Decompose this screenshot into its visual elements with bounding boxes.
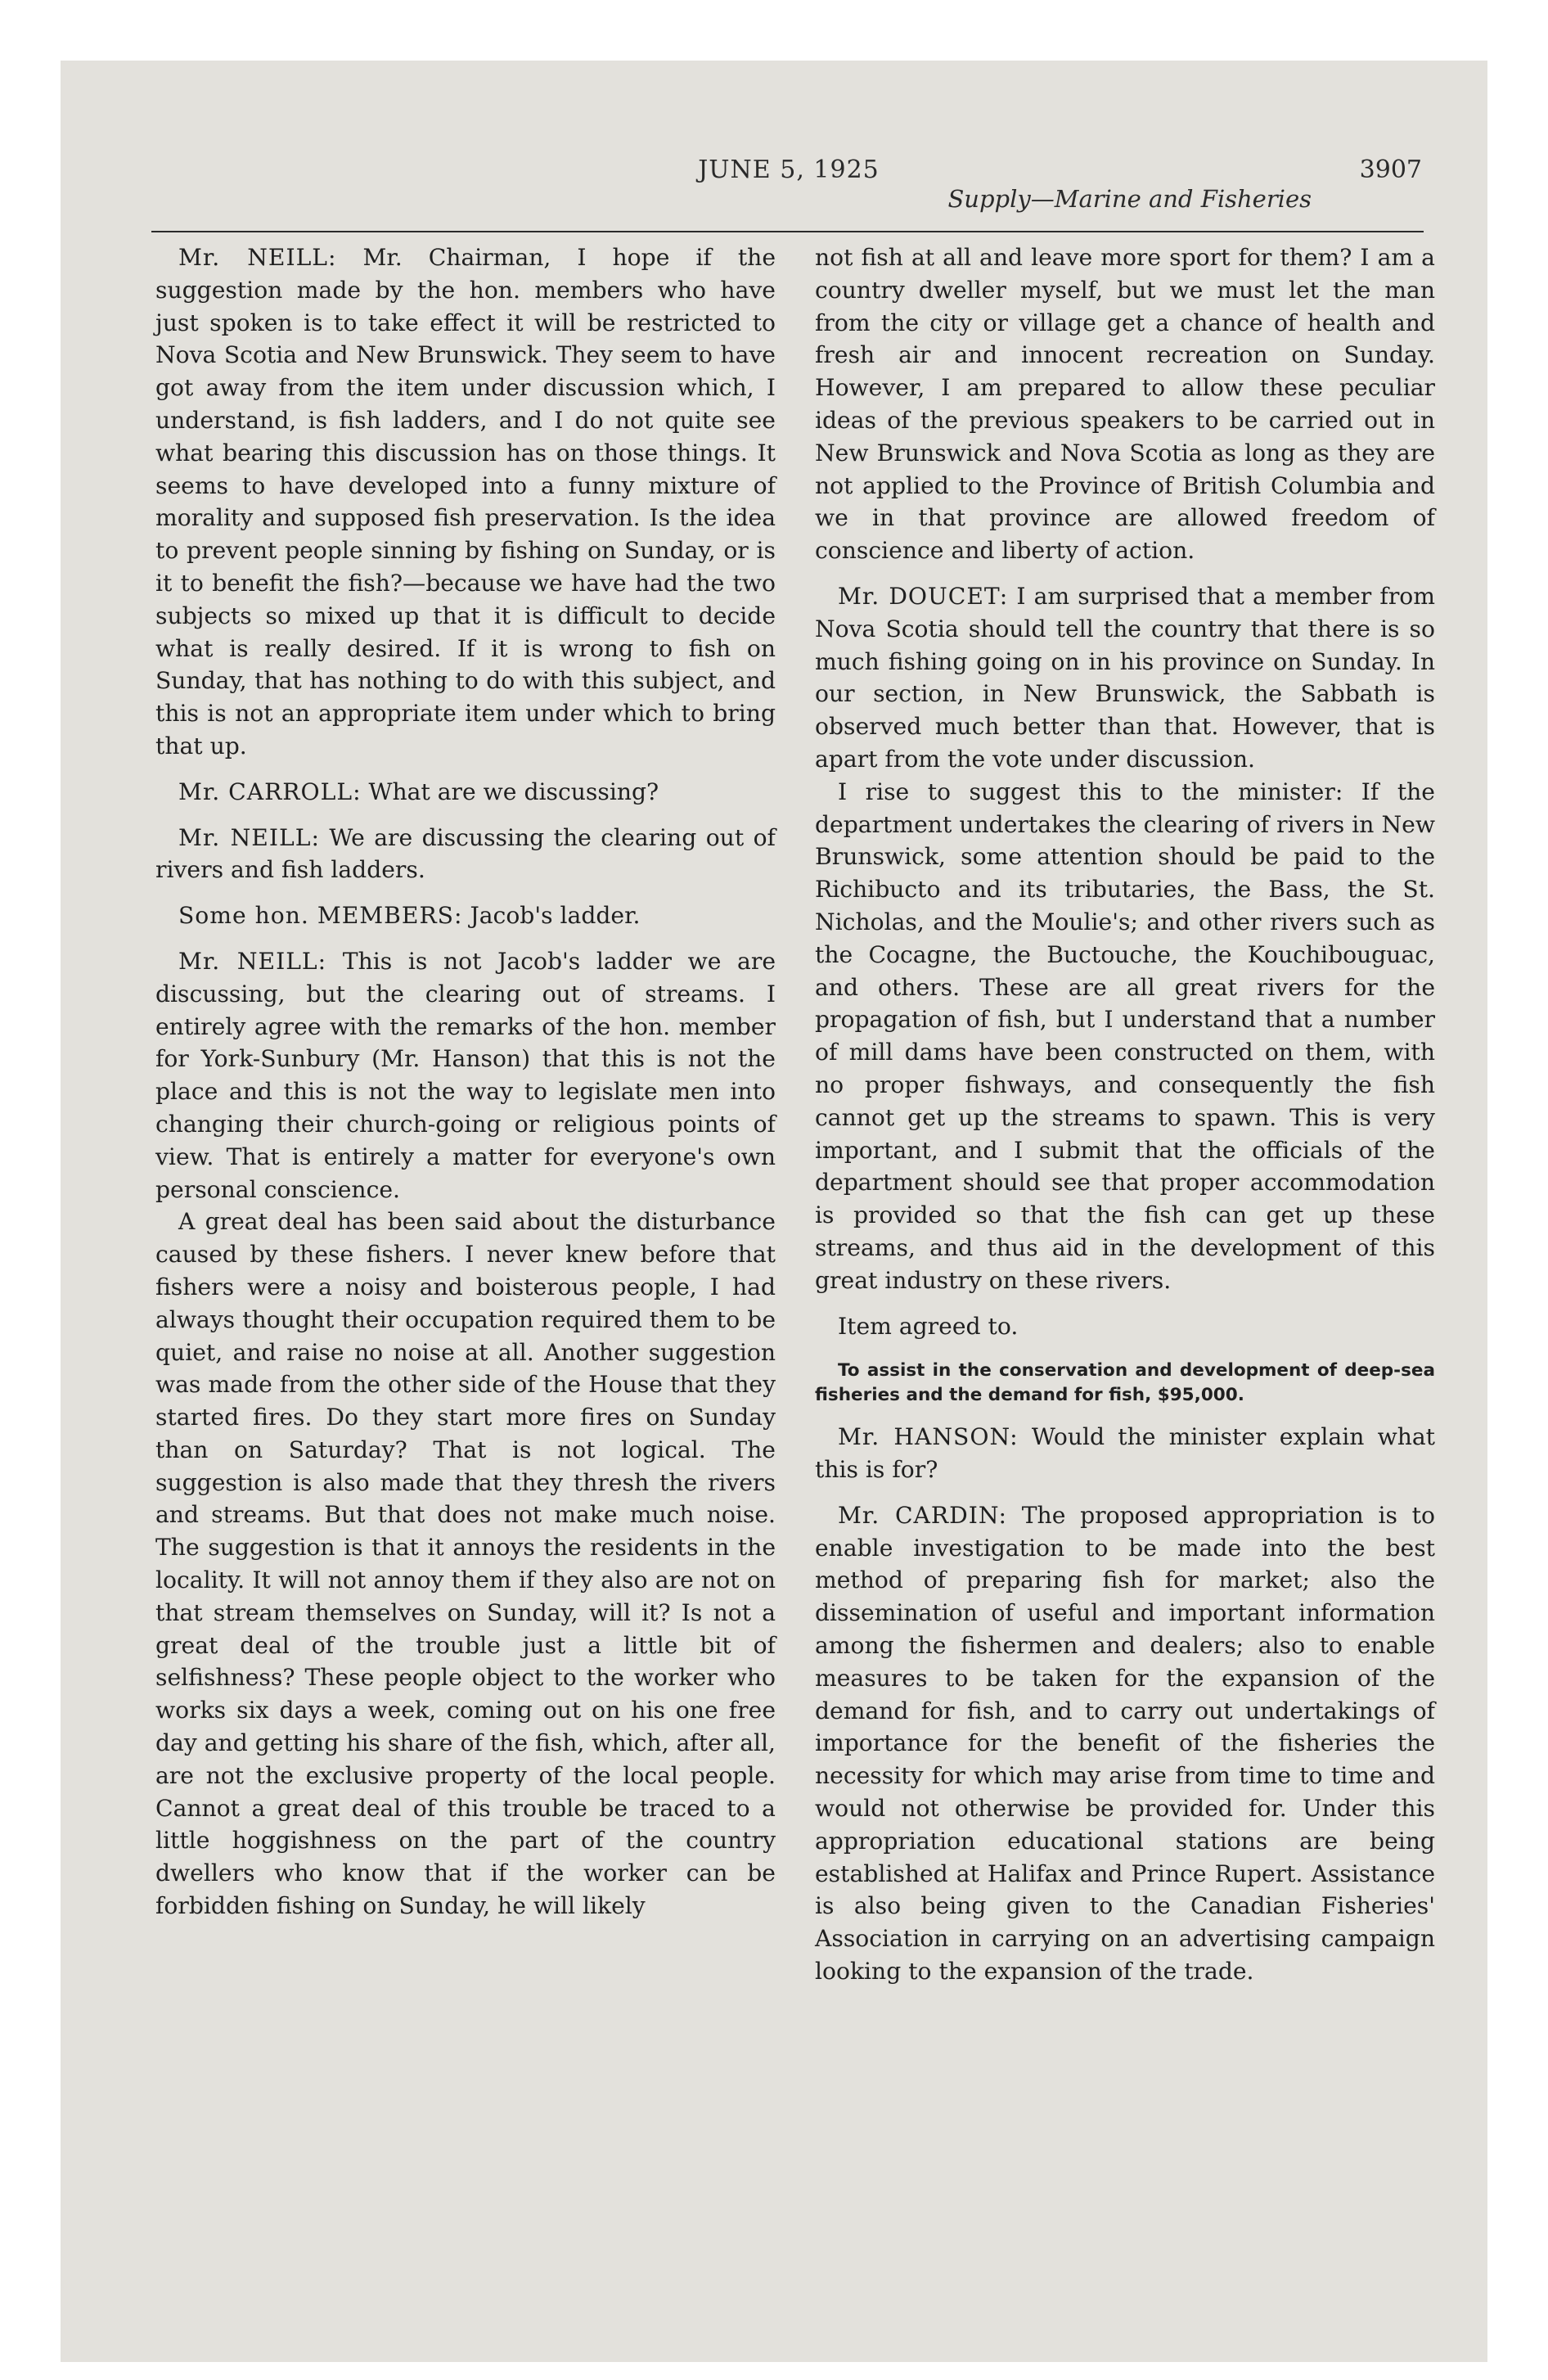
speech-text: I rise to suggest this to the minister: If the department undertakes the clearing of rivers in New Brunswick, some attention should be paid to the Richibucto and its tributaries, the Bass, the St. Nicholas, and the Moulie's; and other rivers such as the Cocagne, the Buctouche, the Kouchibouguac, and others. These are all great rivers for the propagation of fish, but I understand that a number of mill dams have been constructed on them, with no proper fishways, and consequently the fish cannot get up the streams to spawn. This is very important, and I submit that the officials of the department should see that proper accommodation is provided so that the fish can get up these streams, and thus aid in the development of this great industry on these rivers. (815, 778, 1435, 1294)
vote-text: To assist in the conservation and development of deep-sea fisheries and the demand for fish, $95,000. (815, 1360, 1435, 1406)
speaker-name: Mr. NEILL: (178, 947, 327, 975)
speaker-name: Mr. NEILL: (178, 823, 320, 851)
speech-text: What are we discussing? (361, 778, 659, 805)
speaker-name: Mr. CARDIN: (838, 1501, 1007, 1529)
paragraph (815, 776, 1435, 1297)
speaker-name: Mr. NEILL: (178, 244, 337, 271)
paragraph (815, 1421, 1435, 1486)
header-rule (151, 231, 1424, 232)
left-column (155, 241, 776, 1922)
header-date: JUNE 5, 1925 (698, 156, 880, 184)
page-number: 3907 (1359, 156, 1422, 184)
item-agreed (815, 1310, 1435, 1343)
speech-text: The proposed appropriation is to enable investigation to be made into the best method of preparing fish for market; also the dissemination of useful and important information among the fishermen and dealers; also to enable measures to be taken for the expansion of the demand for fish, and to carry out undertakings of importance for the benefit of the fisheries the necessity for which may arise from time to time and would not otherwise be provided for. Under this appropriation educational stations are being established at Halifax and Prince Rupert. Assistance is also being given to the Canadian Fisheries' Association in carrying on an advertising campaign looking to the expansion of the trade. (815, 1501, 1435, 1986)
speech-text: A great deal has been said about the disturbance caused by these fishers. I never knew before that fishers were a noisy and boisterous people, I had always thought their occupation required them to be quiet, and raise no noise at all. Another suggestion was made from the other side of the House that they started fires. Do they start more fires on Sunday than on Saturday? That is not logical. The suggestion is also made that they thresh the rivers and streams. But that does not make much noise. The suggestion is that it annoys the residents in the locality. It will not annoy them if they also are not on that stream themselves on Sunday, will it? Is not a great deal of the trouble just a little bit of selfishness? These people object to the worker who works six days a week, coming out on his one free day and getting his share of the fish, which, after all, are not the exclusive property of the local people. Cannot a great deal of this trouble be traced to a little hoggishness on the part of the country dwellers who know that if the worker can be forbidden fishing on Sunday, he will likely (155, 1208, 776, 1920)
speech-text: This is not Jacob's ladder we are discussing, but the clearing out of streams. I entirely agree with the remarks of the hon. member for York-Sunbury (Mr. Hanson) that this is not the place and this is not the way to legislate men into changing their church-going or religious points of view. That is entirely a matter for everyone's own personal conscience. (155, 947, 776, 1203)
speech-text: Jacob's ladder. (462, 902, 641, 930)
speech-text: not fish at all and leave more sport for them? I am a country dweller myself, but we must let the man from the city or village get a chance of health and fresh air and innocent recreation on Sunday. However, I am prepared to allow these peculiar ideas of the previous speakers to be carried out in New Brunswick and Nova Scotia as long as they are not applied to the Province of British Columbia and we in that province are allowed freedom of conscience and liberty of action. (815, 244, 1435, 565)
paragraph (155, 822, 776, 887)
right-column (815, 241, 1435, 1988)
speaker-name: Some hon. MEMBERS: (178, 902, 463, 930)
speech-text: Item agreed to. (838, 1312, 1019, 1340)
vote-item (815, 1359, 1435, 1408)
paragraph (155, 776, 776, 809)
paragraph (155, 1206, 776, 1922)
speech-text: Would the minister explain what this is for? (815, 1423, 1436, 1484)
speaker-name: Mr. HANSON: (838, 1423, 1019, 1451)
speaker-name: Mr. DOUCET: (838, 582, 1009, 610)
paragraph (155, 945, 776, 1206)
paragraph (815, 580, 1435, 776)
speech-text: I am surprised that a member from Nova Scotia should tell the country that there is so much fishing going on in his province on Sunday. In our section, in New Brunswick, the Sabbath is observed much better than that. However, that is apart from the vote under discussion. (815, 582, 1435, 773)
paragraph (815, 1499, 1435, 1988)
running-head-subject: Supply—Marine and Fisheries (947, 185, 1312, 213)
page-header (155, 147, 1422, 213)
speech-text: Mr. Chairman, I hope if the suggestion made by the hon. members who have just spoken is to take effect it will be restricted to Nova Scotia and New Brunswick. They seem to have got away from the item under discussion which, I understand, is fish ladders, and I do not quite see what bearing this discussion has on those things. It seems to have developed into a funny mixture of morality and supposed fish preservation. Is the idea to prevent people sinning by fishing on Sunday, or is it to benefit the fish?—because we have had the two subjects so mixed up that it is difficult to decide what is really desired. If it is wrong to fish on Sunday, that has nothing to do with this subject, and this is not an appropriate item under which to bring that up. (155, 244, 776, 760)
speaker-name: Mr. CARROLL: (178, 778, 362, 805)
speech-text: We are discussing the clearing out of rivers and fish ladders. (155, 823, 776, 884)
paragraph (155, 241, 776, 763)
paragraph (155, 899, 776, 932)
paragraph (815, 241, 1435, 567)
